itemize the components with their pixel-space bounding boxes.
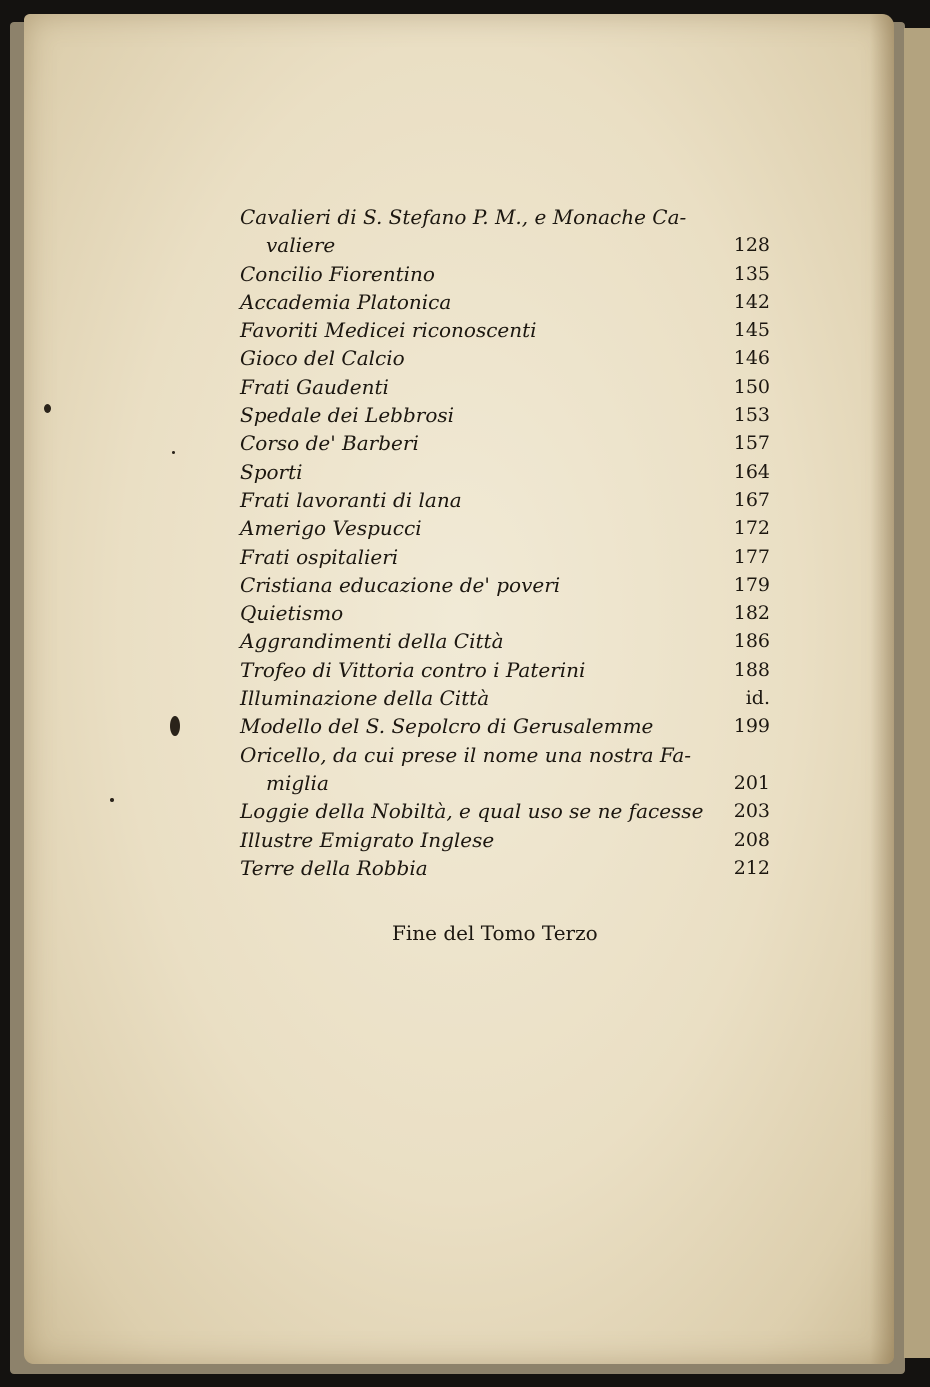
toc-entry-page: 150 bbox=[733, 375, 770, 398]
toc-entry-title: Loggie della Nobiltà, e qual uso se ne facesse bbox=[240, 799, 704, 824]
toc-entry bbox=[240, 543, 770, 571]
toc-entry bbox=[240, 288, 770, 316]
toc-entry bbox=[240, 316, 770, 344]
toc-entry-page: 182 bbox=[733, 602, 770, 625]
toc-entry-page: 164 bbox=[733, 460, 770, 483]
toc-entry-title: Frati lavoranti di lana bbox=[240, 487, 462, 512]
toc-entry-page: 128 bbox=[733, 234, 770, 257]
toc-entry-title: Frati ospitalieri bbox=[240, 544, 399, 569]
toc-entry bbox=[240, 826, 770, 854]
next-page-edge bbox=[904, 28, 930, 1358]
toc-entry bbox=[240, 260, 770, 288]
toc-entry-page: 177 bbox=[733, 545, 770, 568]
toc-entry-title: miglia bbox=[266, 770, 329, 795]
toc-entry-page: 135 bbox=[733, 262, 770, 285]
toc-entry bbox=[240, 712, 770, 740]
toc-entry bbox=[240, 514, 770, 542]
toc-entry-page: 146 bbox=[733, 347, 770, 370]
toc-entry-page: 186 bbox=[733, 630, 770, 653]
toc-entry-title: Terre della Robbia bbox=[240, 855, 428, 880]
toc-entry bbox=[240, 599, 770, 627]
ink-spot bbox=[172, 451, 175, 454]
toc-entry bbox=[240, 203, 770, 231]
toc-entry-title: Illustre Emigrato Inglese bbox=[240, 827, 495, 852]
toc-entry-title: Concilio Fiorentino bbox=[240, 261, 435, 286]
toc-entry-title: Corso de' Barberi bbox=[240, 431, 419, 456]
toc-entry bbox=[240, 571, 770, 599]
toc-entry-title: Sporti bbox=[240, 459, 303, 484]
toc-entry bbox=[240, 429, 770, 457]
toc-entry-page: 142 bbox=[733, 290, 770, 313]
toc-entry-title: Frati Gaudenti bbox=[240, 374, 389, 399]
toc-entry-page: 208 bbox=[733, 828, 770, 851]
toc-entry-page: 172 bbox=[733, 517, 770, 540]
toc-entry-title: Aggrandimenti della Città bbox=[240, 629, 504, 654]
toc-entry-page: 201 bbox=[733, 771, 770, 794]
toc-entry-title: Quietismo bbox=[240, 601, 344, 626]
toc-entry-page: 167 bbox=[733, 488, 770, 511]
toc-entry bbox=[240, 741, 770, 769]
toc-entry bbox=[240, 769, 770, 797]
toc-entry bbox=[240, 684, 770, 712]
toc-entry-title: Illuminazione della Città bbox=[240, 686, 490, 711]
toc-entry-page: 157 bbox=[733, 432, 770, 455]
toc-entry bbox=[240, 344, 770, 372]
toc-entry-page: 179 bbox=[733, 573, 770, 596]
toc-entry bbox=[240, 231, 770, 259]
toc-entry-title: Accademia Platonica bbox=[240, 289, 452, 314]
toc-entry-title: Trofeo di Vittoria contro i Paterini bbox=[240, 657, 586, 682]
toc-entry-title: valiere bbox=[266, 233, 336, 258]
table-of-contents bbox=[240, 203, 770, 882]
toc-entry-title: Favoriti Medicei riconoscenti bbox=[240, 318, 537, 343]
toc-entry-page: 199 bbox=[733, 715, 770, 738]
toc-entry-title: Modello del S. Sepolcro di Gerusalemme bbox=[240, 714, 654, 739]
toc-entry bbox=[240, 486, 770, 514]
toc-entry bbox=[240, 656, 770, 684]
toc-entry-title: Amerigo Vespucci bbox=[240, 516, 422, 541]
end-of-volume-note: Fine del Tomo Terzo bbox=[392, 921, 598, 945]
toc-entry bbox=[240, 854, 770, 882]
toc-entry-title: Spedale dei Lebbrosi bbox=[240, 403, 455, 428]
toc-entry-title: Cavalieri di S. Stefano P. M., e Monache Ca- bbox=[240, 205, 687, 229]
ink-spot bbox=[170, 716, 180, 736]
toc-entry-page: 188 bbox=[733, 658, 770, 681]
toc-entry-page: 203 bbox=[733, 800, 770, 823]
toc-entry-page: 212 bbox=[733, 856, 770, 879]
toc-entry-title: Cristiana educazione de' poveri bbox=[240, 572, 561, 597]
toc-entry-title: Gioco del Calcio bbox=[240, 346, 405, 371]
ink-spot bbox=[44, 404, 51, 413]
toc-entry-page: 153 bbox=[733, 404, 770, 427]
ink-spot bbox=[110, 798, 114, 802]
toc-entry bbox=[240, 627, 770, 655]
toc-entry-page: id. bbox=[745, 687, 770, 710]
toc-entry bbox=[240, 458, 770, 486]
toc-entry bbox=[240, 401, 770, 429]
toc-entry-page: 145 bbox=[733, 319, 770, 342]
toc-entry-title: Oricello, da cui prese il nome una nostra Fa- bbox=[240, 742, 692, 767]
toc-entry bbox=[240, 797, 770, 825]
toc-entry bbox=[240, 373, 770, 401]
